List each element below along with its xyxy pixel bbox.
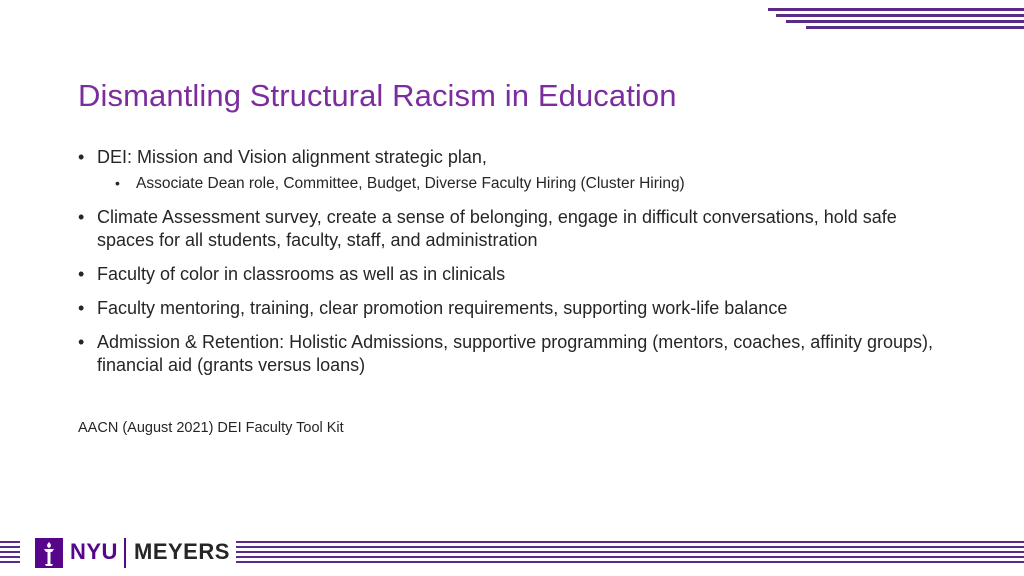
bullet-item bbox=[78, 297, 958, 320]
bullet-item bbox=[78, 206, 958, 252]
bullet-icon: • bbox=[78, 264, 85, 284]
bullet-text: Climate Assessment survey, create a sense of belonging, engage in difficult conversations, hold safe spaces for all students, faculty, staff, and administration bbox=[97, 207, 897, 250]
footer-stripes-left bbox=[0, 541, 20, 565]
citation: AACN (August 2021) DEI Faculty Tool Kit bbox=[78, 420, 344, 436]
sub-bullet-icon: • bbox=[115, 175, 120, 191]
logo-nyu: NYU bbox=[70, 539, 118, 564]
bullet-text: Faculty of color in classrooms as well as in clinicals bbox=[97, 264, 506, 284]
footer-stripes-right bbox=[236, 541, 1024, 565]
bullet-text: DEI: Mission and Vision alignment strategic plan, bbox=[97, 147, 487, 167]
bullet-icon: • bbox=[78, 298, 85, 318]
slide-title: Dismantling Structural Racism in Education bbox=[78, 78, 677, 113]
bullet-list bbox=[78, 146, 958, 388]
bullet-icon: • bbox=[78, 207, 85, 227]
bullet-item bbox=[78, 146, 958, 169]
logo-divider bbox=[124, 538, 126, 568]
nyu-torch-icon bbox=[35, 538, 63, 568]
logo-meyers: MEYERS bbox=[134, 539, 230, 564]
sub-bullet-item bbox=[115, 173, 958, 194]
sub-bullet-text: Associate Dean role, Committee, Budget, Diverse Faculty Hiring (Cluster Hiring) bbox=[136, 175, 685, 192]
bullet-icon: • bbox=[78, 332, 85, 352]
bullet-text: Faculty mentoring, training, clear promotion requirements, supporting work-life balance bbox=[97, 298, 788, 318]
bullet-item bbox=[78, 331, 958, 377]
bullet-item bbox=[78, 263, 958, 286]
footer bbox=[0, 533, 1024, 576]
top-decorative-stripes bbox=[768, 8, 1024, 30]
bullet-text: Admission & Retention: Holistic Admissions, supportive programming (mentors, coaches, affinity groups), financial aid (grants versus loans) bbox=[97, 332, 934, 375]
bullet-icon: • bbox=[78, 147, 85, 167]
